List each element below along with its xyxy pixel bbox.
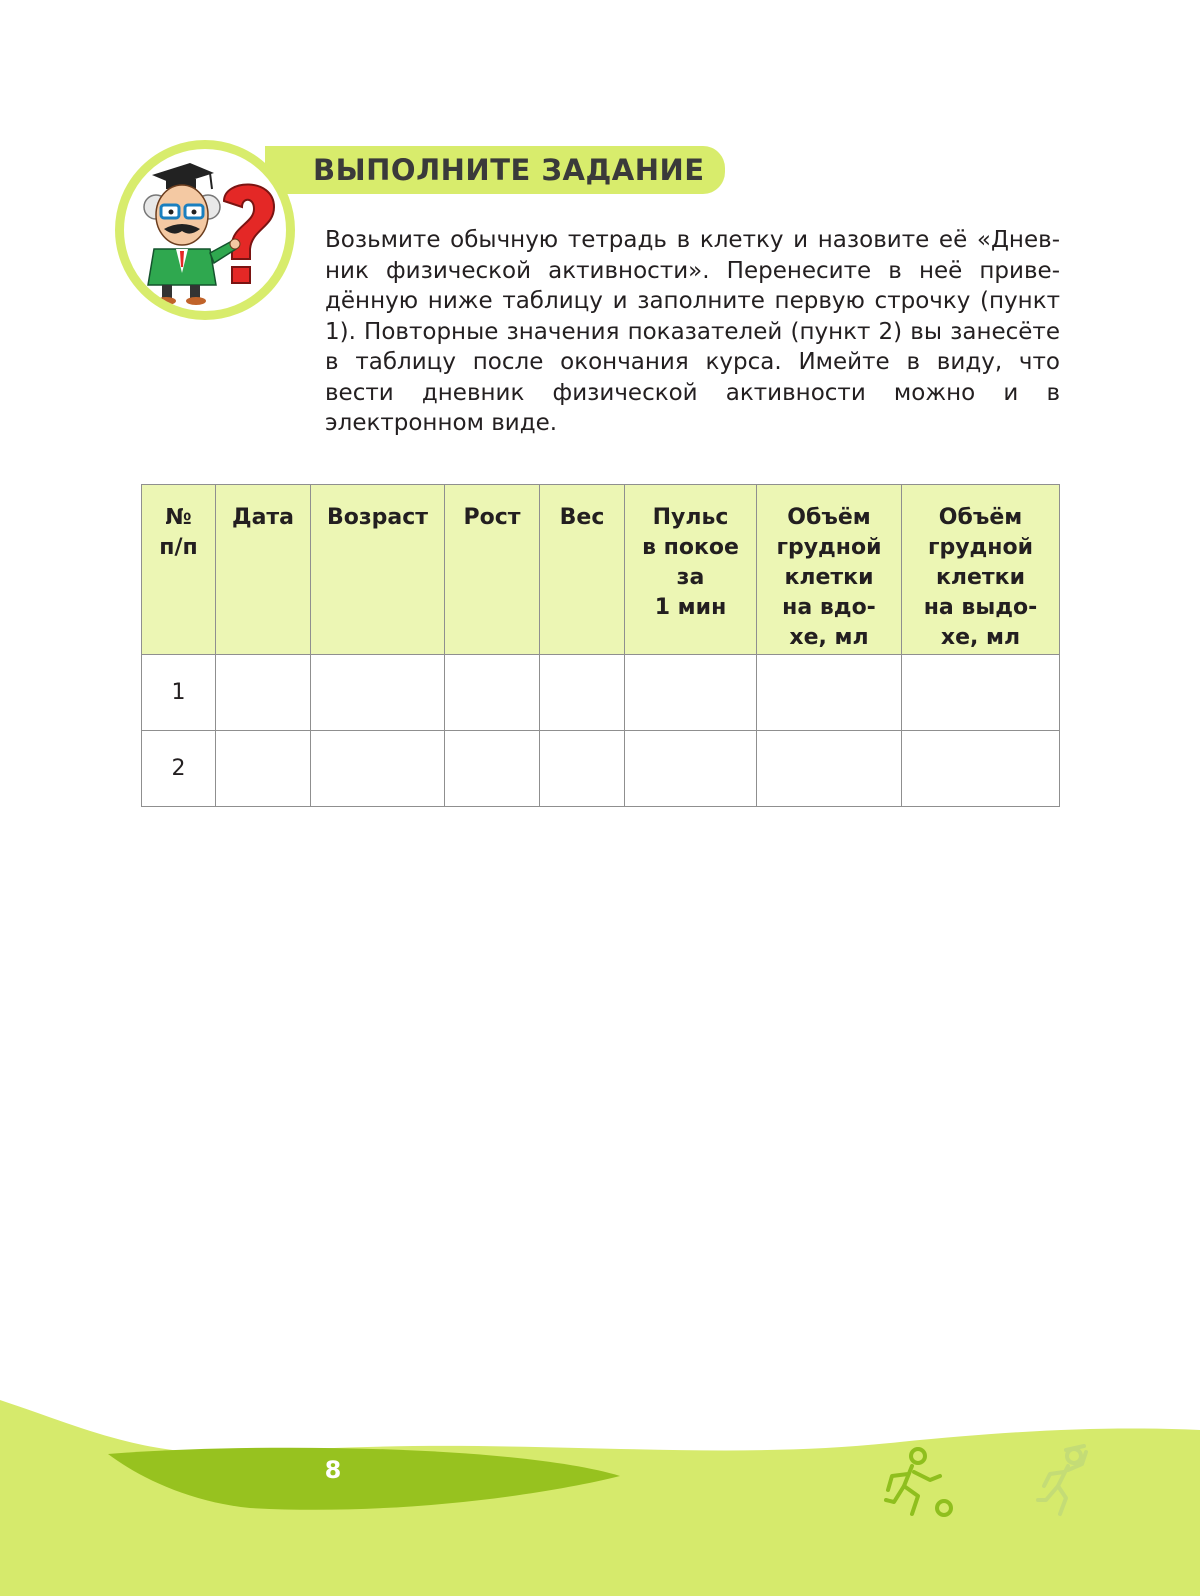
table-header-cell (216, 485, 311, 655)
empty-entry-cell (216, 655, 311, 731)
empty-entry-cell (445, 655, 540, 731)
table-header-cell (757, 485, 902, 655)
empty-entry-cell (757, 731, 902, 807)
header-cell-text: клетки (935, 565, 1026, 590)
header-cell-text: грудной (927, 535, 1034, 560)
header-cell-text: Рост (463, 505, 521, 530)
empty-entry-cell (757, 655, 902, 731)
row-number-cell: 1 (142, 655, 216, 731)
empty-entry-cell (540, 731, 625, 807)
table-header-cell (902, 485, 1060, 655)
empty-entry-cell (445, 731, 540, 807)
header-cell-text: Вес (559, 505, 605, 530)
task-title: ВЫПОЛНИТЕ ЗАДАНИЕ (313, 153, 705, 187)
header-cell-text: на вдо- (782, 595, 876, 620)
runner-with-hat-icon (1030, 1444, 1092, 1522)
running-with-ball-icon (882, 1446, 958, 1524)
empty-entry-cell (216, 731, 311, 807)
row-number-cell: 2 (142, 731, 216, 807)
header-cell-text: за (676, 565, 705, 590)
empty-entry-cell (625, 655, 757, 731)
empty-entry-cell (540, 655, 625, 731)
table-header-cell (142, 485, 216, 655)
table-header-cell (311, 485, 445, 655)
footer-wave (0, 1390, 1200, 1596)
table-header-cell (445, 485, 540, 655)
empty-entry-cell (625, 731, 757, 807)
table-row (142, 731, 1060, 807)
professor-mascot-icon (115, 140, 295, 320)
header-cell-text: п/п (159, 535, 198, 560)
header-cell-text: № (165, 505, 192, 530)
header-cell-text: в покое (642, 535, 739, 560)
page-number: 8 (324, 1456, 342, 1484)
header-cell-text: 1 мин (654, 595, 727, 620)
activity-diary-table (141, 484, 1060, 807)
table-header-cell (540, 485, 625, 655)
empty-entry-cell (311, 731, 445, 807)
table-row (142, 655, 1060, 731)
header-cell-text: Объём (938, 505, 1023, 530)
header-cell-text: Объём (787, 505, 871, 530)
header-cell-text: клетки (784, 565, 874, 590)
empty-entry-cell (902, 731, 1060, 807)
header-cell-text: грудной (776, 535, 882, 560)
table-header-row (142, 485, 1060, 655)
header-cell-text: хе, мл (940, 625, 1021, 650)
table-header-cell (625, 485, 757, 655)
task-instructions: Возьмите обычную тетрадь в клетку и назовите её «Дневник физической активности». Перенесите в неё приведённую ниже таблицу и заполните первую строчку (пункт 1). Повторные значения показателей (пункт 2) вы занесёте в таблицу после окончания курса. Имейте в виду, что вести дневник физической активности можно и в электронном виде. (325, 227, 1060, 436)
header-cell-text: Дата (231, 505, 295, 530)
header-cell-text: Возраст (326, 505, 429, 530)
header-cell-text: на выдо- (923, 595, 1038, 620)
empty-entry-cell (902, 655, 1060, 731)
empty-entry-cell (311, 655, 445, 731)
header-cell-text: хе, мл (789, 625, 869, 650)
header-cell-text: Пульс (652, 505, 729, 530)
